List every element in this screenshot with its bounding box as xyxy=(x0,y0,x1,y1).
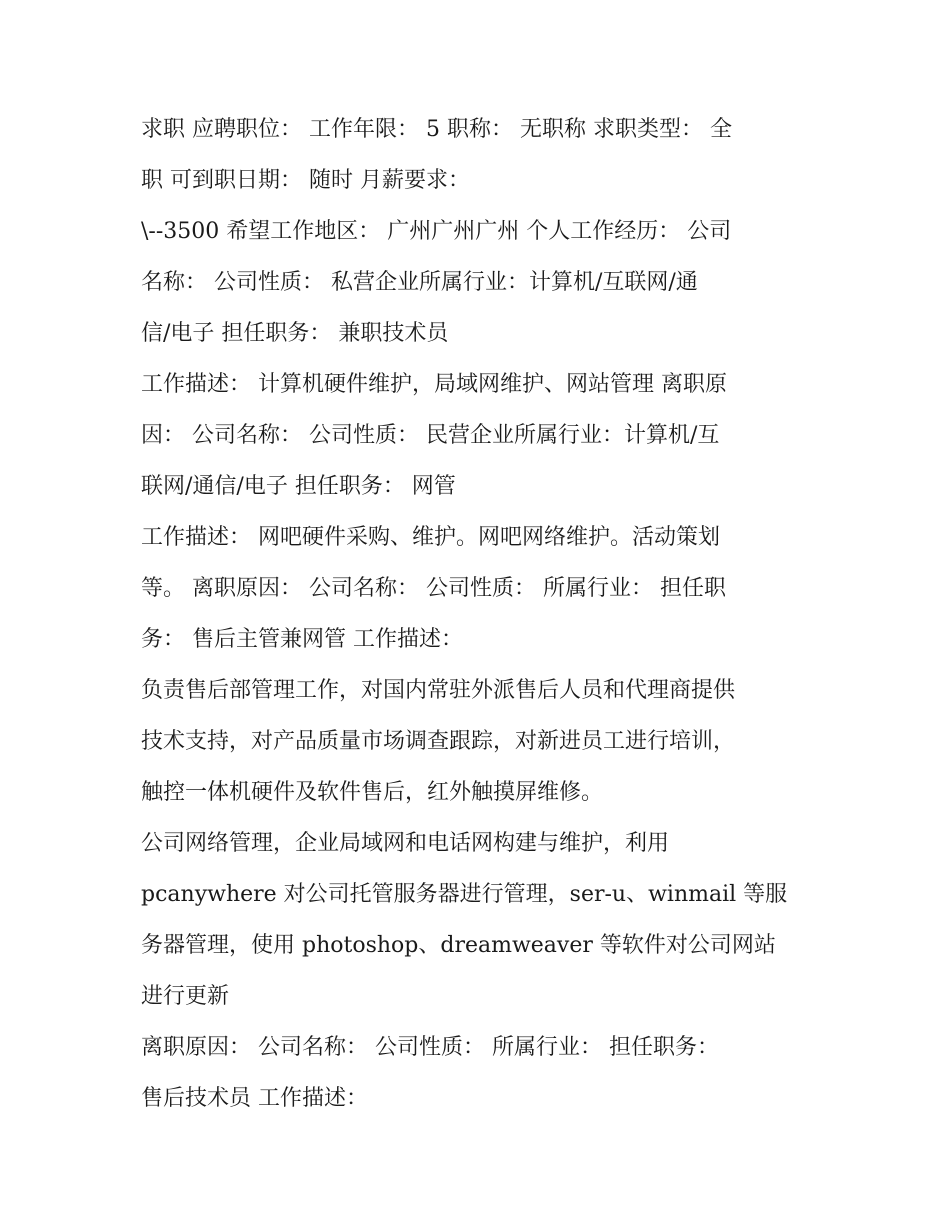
text-line: 因： 公司名称： 公司性质： 民营企业所属行业：计算机/互 xyxy=(141,423,720,448)
text-line: 工作描述： 网吧硬件采购、维护。网吧网络维护。活动策划 xyxy=(141,525,720,550)
text-line: 负责售后部管理工作，对国内常驻外派售后人员和代理商提供 xyxy=(141,678,736,703)
text-line: 职 可到职日期： 随时 月薪要求： xyxy=(141,168,470,193)
text-line: 进行更新 xyxy=(141,984,230,1009)
text-line: 工作描述： 计算机硬件维护，局域网维护、网站管理 离职原 xyxy=(141,372,727,397)
text-line: 联网/通信/电子 担任职务： 网管 xyxy=(141,474,456,499)
text-line: \--3500 希望工作地区： 广州广州广州 个人工作经历： 公司 xyxy=(141,219,732,244)
text-line: 等。 离职原因： 公司名称： 公司性质： 所属行业： 担任职 xyxy=(141,576,726,601)
text-line: 务： 售后主管兼网管 工作描述： xyxy=(141,627,463,652)
text-line: 求职 应聘职位： 工作年限： 5 职称： 无职称 求职类型： 全 xyxy=(141,117,732,142)
text-line: 名称： 公司性质： 私营企业所属行业：计算机/互联网/通 xyxy=(141,270,698,295)
text-line: 公司网络管理，企业局域网和电话网构建与维护，利用 xyxy=(141,831,670,856)
text-line: pcanywhere 对公司托管服务器进行管理，ser-u、winmail 等服 xyxy=(141,882,788,907)
text-line: 离职原因： 公司名称： 公司性质： 所属行业： 担任职务： xyxy=(141,1035,719,1060)
text-line: 售后技术员 工作描述： xyxy=(141,1086,368,1111)
text-line: 触控一体机硬件及软件售后，红外触摸屏维修。 xyxy=(141,780,604,805)
text-line: 信/电子 担任职务： 兼职技术员 xyxy=(141,321,449,346)
document-body xyxy=(141,104,821,1124)
text-line: 务器管理，使用 photoshop、dreamweaver 等软件对公司网站 xyxy=(141,933,776,958)
text-line: 技术支持，对产品质量市场调查跟踪，对新进员工进行培训， xyxy=(141,729,736,754)
